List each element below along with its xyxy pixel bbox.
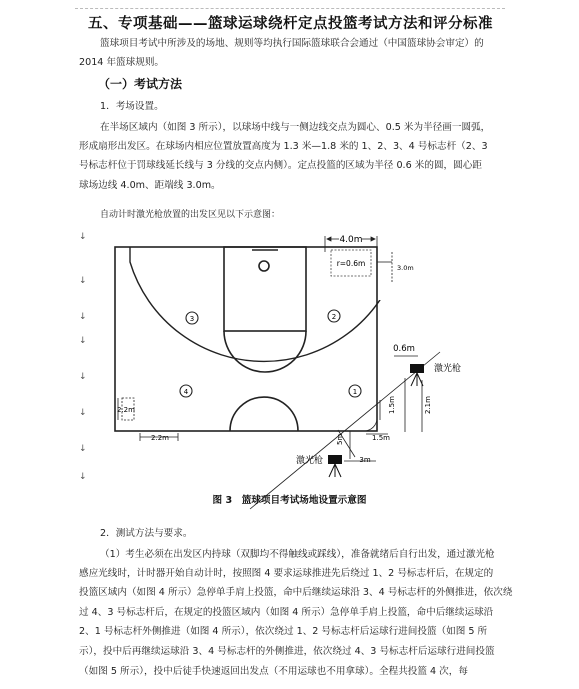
setup-line-1: 在半场区域内（如图 3 所示），以球场中线与一侧边线交点为圆心、0.5 米为半径画一圆弧， <box>100 122 491 133</box>
dim-2-2m-horiz: 2.2m <box>151 434 169 442</box>
dim-radius: r=0.6m <box>336 259 366 268</box>
paragraph-mark: ↓ <box>79 444 87 454</box>
free-throw-circle <box>224 331 306 372</box>
free-throw-lane <box>224 247 306 331</box>
figure-caption: 图 3 篮球项目考试场地设置示意图 <box>212 495 367 506</box>
dim-1-5m-horiz: 1.5m <box>372 434 390 442</box>
intro-line-1: 篮球项目考试中所涉及的场地、规则等均执行国际篮球联合会通过（中国篮球协会审定）的 <box>100 38 484 49</box>
dim-3m-right: 3.0m <box>397 264 414 272</box>
method-line-2: 感应光线时，计时器开始自动计时，按照图 4 要求运球推进先后绕过 1、2 号标志杆后，在规定的 <box>79 568 494 579</box>
dim-3m-bottom: 3m <box>359 456 371 464</box>
subheading-method: 2．测试方法与要求。 <box>100 528 193 539</box>
method-line-1: （1）考生必须在出发区内持球（双脚均不得触线或踩线），准备就绪后自行出发，通过激光枪 <box>100 549 495 560</box>
dim-2-2m-vert: 2.2m <box>117 406 135 414</box>
pole-label-2: 2 <box>331 313 337 321</box>
dim-4m: 4.0m <box>339 235 363 245</box>
method-line-4: 过 4、3 号标志杆后，在规定的投篮区域内（如图 4 所示）急停单手肩上投篮，命中后继续运球沿 <box>79 607 494 618</box>
paragraph-mark: ↓ <box>79 276 87 286</box>
center-circle <box>230 397 298 431</box>
paragraph-mark: ↓ <box>79 336 87 346</box>
half-court-boundary <box>115 247 377 431</box>
dim-5m: 5m <box>336 433 344 445</box>
section-heading: （一）考试方法 <box>98 77 183 91</box>
paragraph-mark: ↓ <box>79 372 87 382</box>
setup-line-3: 号标志杆位于罚球线延长线与 3 分线的交点内侧）。定点投篮的区域为半径 0.6 米的圆，圆心距 <box>79 160 482 171</box>
setup-line-4: 球场边线 4.0m、距端线 3.0m。 <box>79 180 221 191</box>
method-line-3: 投篮区域内（如图 4 所示）急停单手肩上投篮，命中后继续运球沿 3、4 号标志杆的外侧推进，依次绕 <box>79 587 513 598</box>
laser-label-bottom: 激光枪 <box>296 456 324 466</box>
figure-note: 自动计时激光枪放置的出发区见以下示意图： <box>100 210 281 220</box>
method-line-6: 示），投中后再继续运球沿 3、4 号标志杆的外侧推进，依次绕过 4、3 号标志杆后运球行进间投篮 <box>79 646 495 657</box>
pole-label-1: 1 <box>352 388 358 396</box>
dim-2-1m: 2.1m <box>424 396 432 414</box>
page-title: 五、专项基础——篮球运球绕杆定点投篮考试方法和评分标准 <box>88 16 493 32</box>
laser-device-bottom <box>328 455 342 477</box>
setup-line-2: 形成扇形出发区。在球场内相应位置放置高度为 1.3 米—1.8 米的 1、2、3、4 号标志杆（2、3 <box>79 141 488 152</box>
pole-label-3: 3 <box>189 315 195 323</box>
pole-label-4: 4 <box>183 388 189 396</box>
subheading-setup: 1．考场设置。 <box>100 101 164 112</box>
paragraph-mark: ↓ <box>79 472 87 482</box>
paragraph-mark: ↓ <box>79 312 87 322</box>
dim-1-5m-vert: 1.5m <box>388 396 396 414</box>
method-line-5: 2、1 号标志杆外侧推进（如图 4 所示），依次绕过 1、2 号标志杆后运球行进间投篮（如图 5 所 <box>79 626 488 637</box>
paragraph-mark: ↓ <box>79 232 87 242</box>
laser-label-top: 激光枪 <box>434 364 462 374</box>
method-line-7: （如图 5 所示），投中后徒手快速返回出发点（不用运球也不用拿球）。全程共投篮 4 次，每 <box>79 666 468 677</box>
dim-0-6m: 0.6m <box>393 344 415 354</box>
paragraph-mark: ↓ <box>79 408 87 418</box>
intro-line-2: 2014 年篮球规则。 <box>79 57 165 68</box>
hoop <box>259 261 269 271</box>
